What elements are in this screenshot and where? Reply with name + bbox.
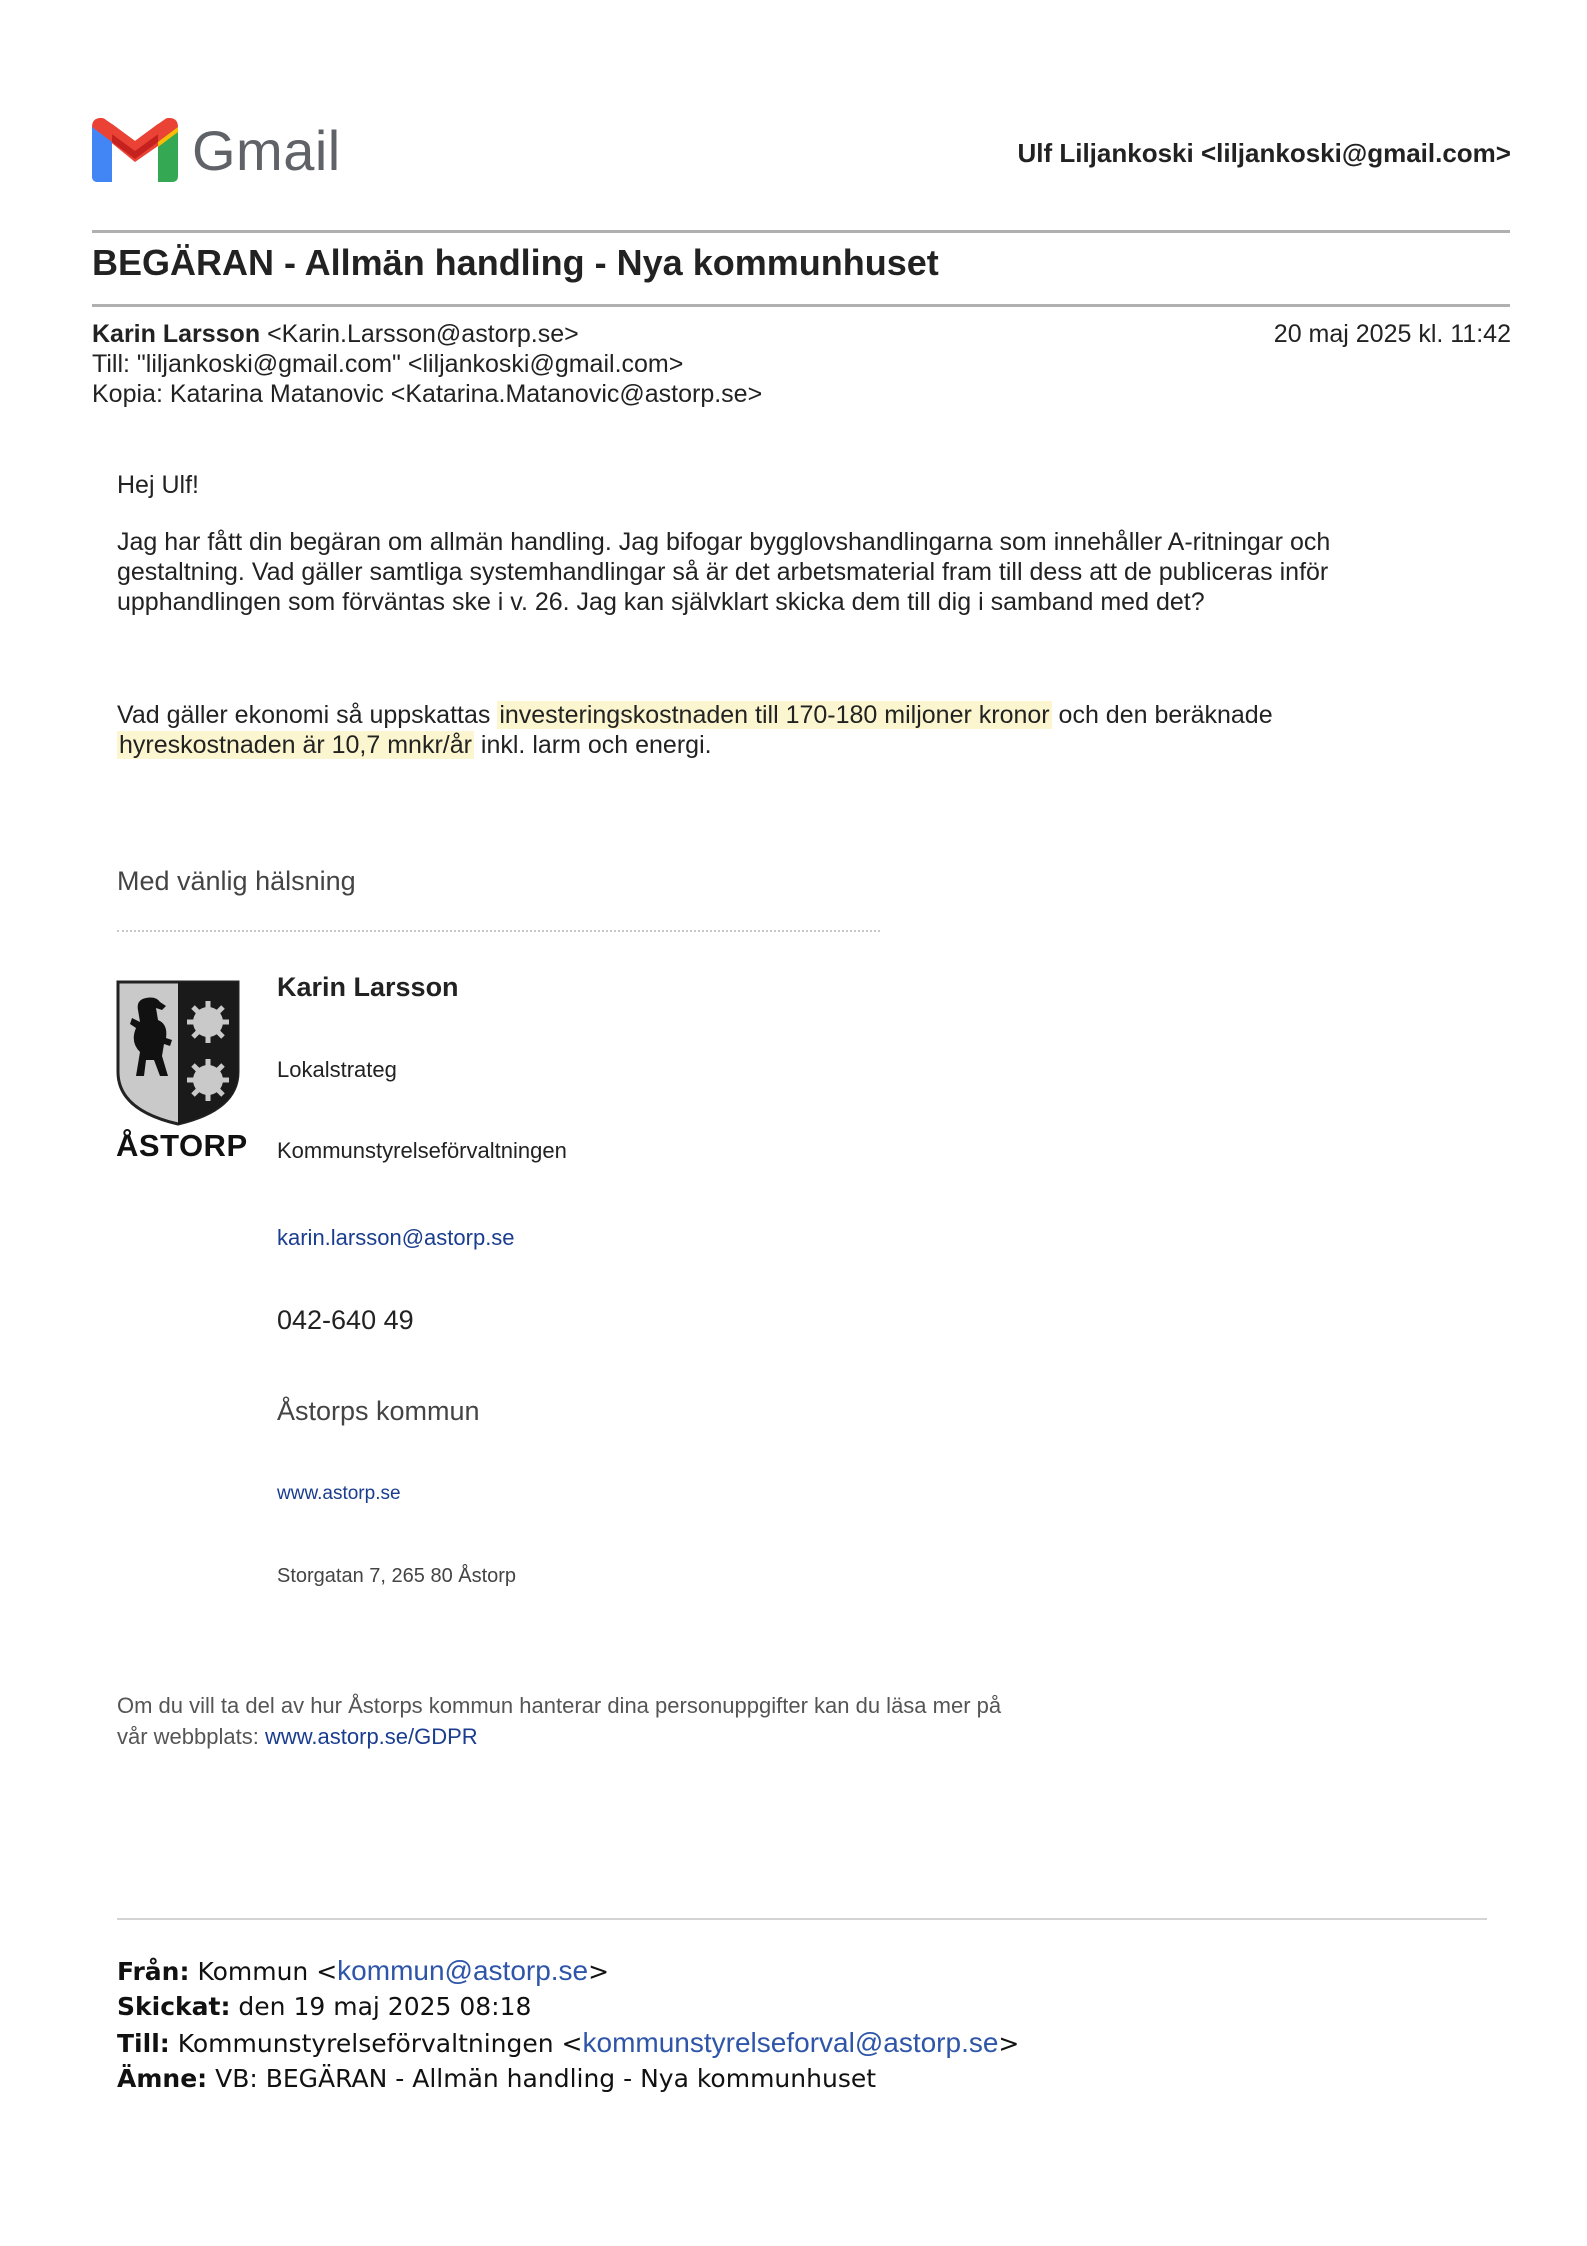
highlight-investment: investeringskostnaden till 170-180 miljoner kronor [499,701,1050,729]
fw-from-end: > [588,1957,610,1986]
signature-name: Karin Larsson [277,972,459,1002]
fw-to-end: > [998,2029,1020,2058]
regards: Med vänlig hälsning [117,866,356,896]
fw-subject-value: VB: BEGÄRAN - Allmän handling - Nya kommunhuset [215,2064,877,2093]
email-date: 20 maj 2025 kl. 11:42 [1273,320,1511,348]
body-paragraph-1: Jag har fått din begäran om allmän handling. Jag bifogar bygglovshandlingarna som innehåller A-ritningar och gestaltning. Vad gäller samtliga systemhandlingar så är det arbetsmaterial fram till dess att de publiceras inför upphandlingen som förväntas ske i v. 26. Jag kan självklart skicka dem till dig i samband med det? [117,528,1331,616]
signature-email-link[interactable]: karin.larsson@astorp.se [277,1225,515,1250]
email-subject: BEGÄRAN - Allmän handling - Nya kommunhuset [92,242,939,283]
fw-to-name: Kommunstyrelseförvaltningen < [177,2029,583,2058]
p2-text-2: och den beräknade [1051,701,1273,729]
greeting: Hej Ulf! [117,471,199,499]
forwarded-from [117,1955,609,1987]
crest-wordmark: ÅSTORP [116,1128,248,1163]
signature-phone: 042-640 49 [277,1305,414,1335]
cc-line: Kopia: Katarina Matanovic <Katarina.Matanovic@astorp.se> [92,380,763,408]
sender-email: <Karin.Larsson@astorp.se> [267,320,579,348]
header-divider [92,230,1510,233]
p2-text-1: Vad gäller ekonomi så uppskattas [117,701,498,729]
gdpr-text: Om du vill ta del av hur Åstorps kommun hanterar dina personuppgifter kan du läsa mer på vår webbplats: [117,1693,1002,1749]
body-paragraph-2 [117,700,1417,760]
signature-website-link[interactable]: www.astorp.se [277,1483,401,1504]
fw-subject-label: Ämne: [117,2064,208,2093]
highlight-rent: hyreskostnaden är 10,7 mnkr/år [119,731,472,759]
fw-from-email-link[interactable]: kommun@astorp.se [337,1955,589,1986]
gdpr-notice [117,1690,1017,1752]
from-line [92,320,579,349]
forwarded-sent [117,1992,531,2021]
account-label: Ulf Liljankoski <liljankoski@gmail.com> [1017,138,1511,168]
signature-address: Storgatan 7, 265 80 Åstorp [277,1565,517,1587]
subject-divider [92,304,1510,307]
gmail-wordmark: Gmail [192,119,341,182]
forwarded-divider [117,1918,1487,1920]
forwarded-to [117,2027,1019,2059]
fw-sent-value: den 19 maj 2025 08:18 [238,1992,532,2021]
p2-text-3: inkl. larm och energi. [473,731,712,759]
forwarded-subject [117,2064,876,2093]
gdpr-link[interactable]: www.astorp.se/GDPR [264,1724,478,1749]
signature-department: Kommunstyrelseförvaltningen [277,1138,567,1163]
fw-to-email-link[interactable]: kommunstyrelseforval@astorp.se [582,2027,999,2058]
gmail-logo-icon [92,118,178,182]
signature-title: Lokalstrateg [277,1057,397,1082]
astorp-crest-icon [116,980,240,1126]
sender-name: Karin Larsson [92,320,261,348]
fw-to-label: Till: [117,2029,170,2058]
signature-divider [117,930,880,932]
signature-organization: Åstorps kommun [277,1396,480,1426]
fw-sent-label: Skickat: [117,1992,231,2021]
to-line: Till: "liljankoski@gmail.com" <liljankoski@gmail.com> [92,350,684,378]
fw-from-name: Kommun < [197,1957,338,1986]
fw-from-label: Från: [117,1957,190,1986]
